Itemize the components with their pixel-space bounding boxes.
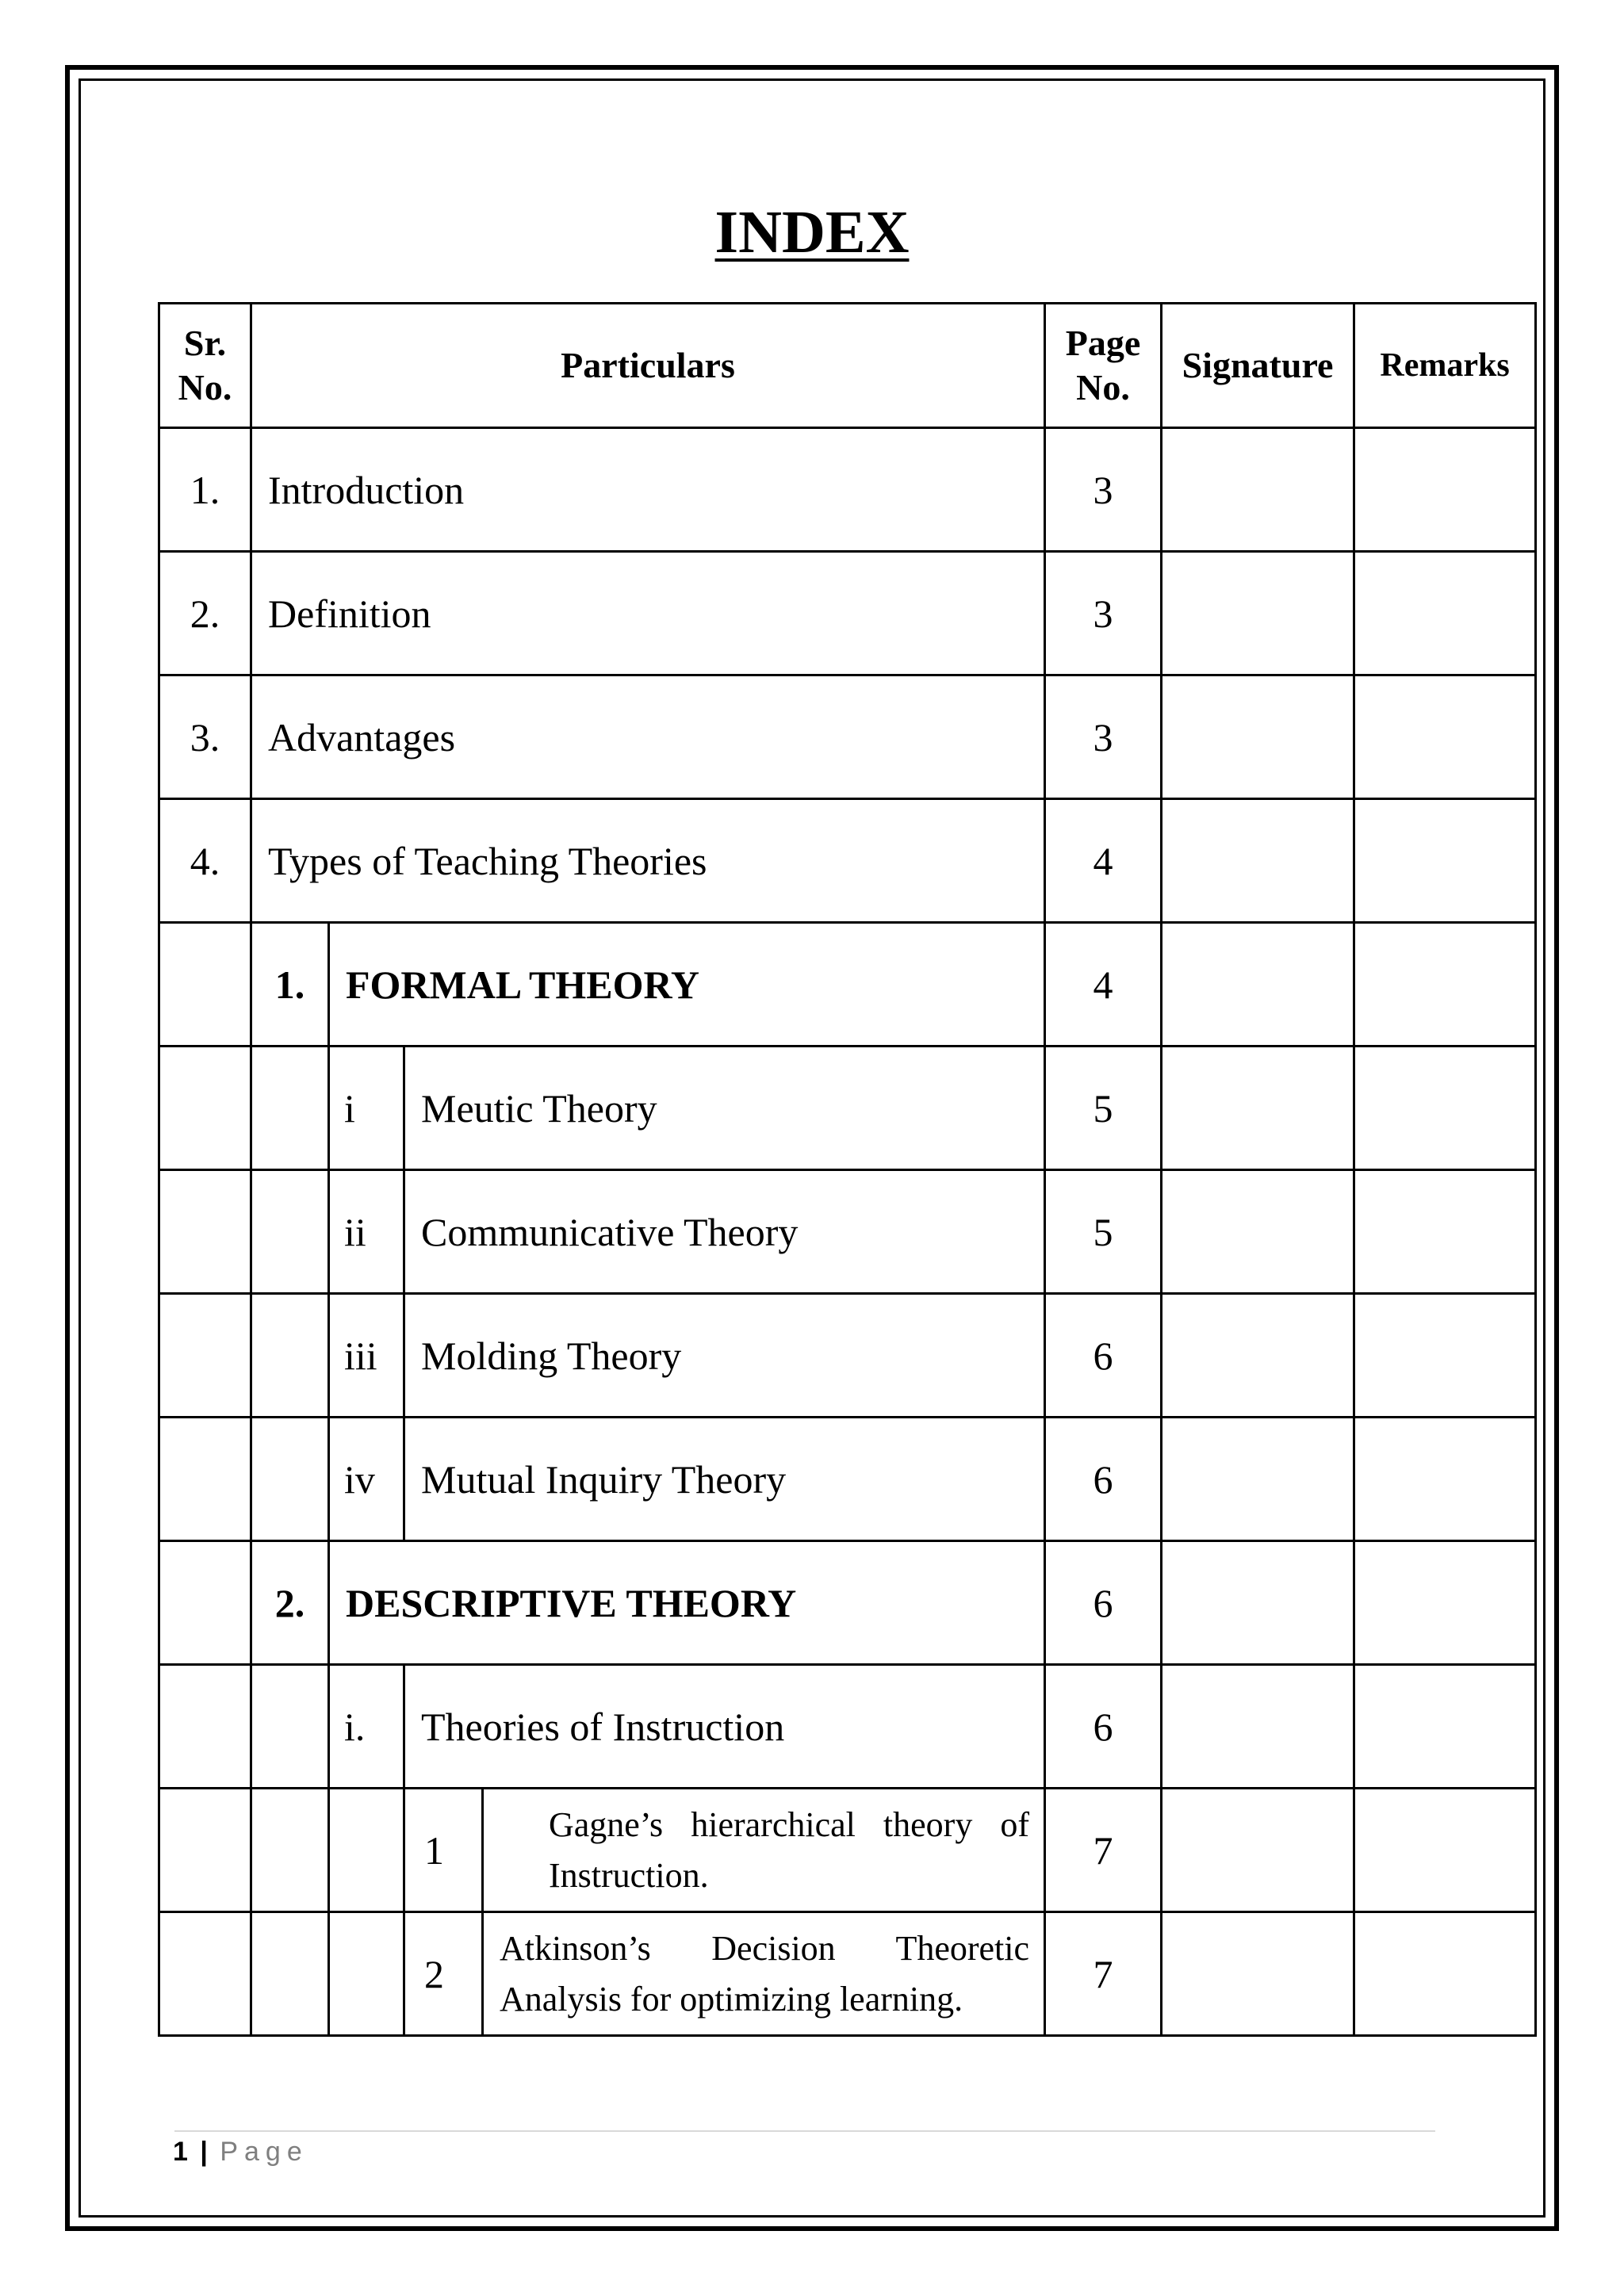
- row-page-no: 4: [1045, 799, 1162, 923]
- row-remarks-cell: [1354, 428, 1536, 552]
- table-row: [159, 1170, 1536, 1294]
- table-row: [159, 675, 1536, 799]
- item-title: Theories of Instruction: [404, 1665, 1045, 1789]
- page-footer: [173, 2134, 308, 2169]
- header-remarks: Remarks: [1354, 304, 1536, 428]
- row-page-no: 3: [1045, 675, 1162, 799]
- subitem-number: 2: [404, 1912, 483, 2036]
- table-row: [159, 1418, 1536, 1541]
- table-row: [159, 552, 1536, 675]
- row-remarks-cell: [1354, 1294, 1536, 1418]
- empty-cell: [251, 1912, 329, 2036]
- item-title: Communicative Theory: [404, 1170, 1045, 1294]
- row-page-no: 4: [1045, 923, 1162, 1047]
- row-signature-cell: [1162, 1912, 1354, 2036]
- row-page-no: 5: [1045, 1047, 1162, 1170]
- table-row: [159, 1789, 1536, 1912]
- empty-cell: [251, 1047, 329, 1170]
- row-particulars: Advantages: [251, 675, 1045, 799]
- row-signature-cell: [1162, 799, 1354, 923]
- row-remarks-cell: [1354, 1170, 1536, 1294]
- row-sr-no: 3.: [159, 675, 251, 799]
- empty-cell: [159, 1912, 251, 2036]
- item-roman-numeral: iv: [329, 1418, 404, 1541]
- page-title: INDEX: [714, 199, 910, 266]
- row-page-no: 7: [1045, 1789, 1162, 1912]
- row-signature-cell: [1162, 675, 1354, 799]
- table-row: [159, 1294, 1536, 1418]
- table-row: [159, 1665, 1536, 1789]
- subitem-title: Gagne’s hierarchical theory of Instruction.: [483, 1789, 1045, 1912]
- row-sr-no: 4.: [159, 799, 251, 923]
- empty-cell: [159, 1170, 251, 1294]
- empty-cell: [159, 1418, 251, 1541]
- row-remarks-cell: [1354, 1665, 1536, 1789]
- row-signature-cell: [1162, 1665, 1354, 1789]
- subitem-number: 1: [404, 1789, 483, 1912]
- empty-cell: [159, 1294, 251, 1418]
- row-remarks-cell: [1354, 675, 1536, 799]
- row-signature-cell: [1162, 1789, 1354, 1912]
- empty-cell: [159, 923, 251, 1047]
- empty-cell: [251, 1294, 329, 1418]
- row-page-no: 6: [1045, 1418, 1162, 1541]
- item-roman-numeral: ii: [329, 1170, 404, 1294]
- item-title: Mutual Inquiry Theory: [404, 1418, 1045, 1541]
- item-roman-numeral: i.: [329, 1665, 404, 1789]
- row-remarks-cell: [1354, 923, 1536, 1047]
- row-page-no: 6: [1045, 1294, 1162, 1418]
- table-row: [159, 799, 1536, 923]
- row-remarks-cell: [1354, 1541, 1536, 1665]
- table-row: [159, 1047, 1536, 1170]
- empty-cell: [251, 1665, 329, 1789]
- index-table: [158, 302, 1537, 2037]
- row-remarks-cell: [1354, 1418, 1536, 1541]
- footer-divider: [174, 2130, 1435, 2132]
- footer-separator: |: [200, 2137, 208, 2167]
- row-signature-cell: [1162, 923, 1354, 1047]
- row-page-no: 7: [1045, 1912, 1162, 2036]
- row-page-no: 3: [1045, 552, 1162, 675]
- section-title: DESCRIPTIVE THEORY: [329, 1541, 1045, 1665]
- empty-cell: [251, 1170, 329, 1294]
- row-signature-cell: [1162, 1294, 1354, 1418]
- row-remarks-cell: [1354, 552, 1536, 675]
- footer-page-number: 1: [173, 2137, 188, 2167]
- row-page-no: 3: [1045, 428, 1162, 552]
- row-remarks-cell: [1354, 1047, 1536, 1170]
- empty-cell: [251, 1789, 329, 1912]
- row-sr-no: 1.: [159, 428, 251, 552]
- footer-page-word: Page: [220, 2137, 308, 2167]
- row-signature-cell: [1162, 1170, 1354, 1294]
- item-title: Molding Theory: [404, 1294, 1045, 1418]
- table-row: [159, 428, 1536, 552]
- row-particulars: Introduction: [251, 428, 1045, 552]
- row-signature-cell: [1162, 1047, 1354, 1170]
- header-page-no: Page No.: [1045, 304, 1162, 428]
- table-header-row: [159, 304, 1536, 428]
- row-sr-no: 2.: [159, 552, 251, 675]
- empty-cell: [329, 1912, 404, 2036]
- subitem-title: Atkinson’s Decision Theoretic Analysis for optimizing learning.: [483, 1912, 1045, 2036]
- empty-cell: [329, 1789, 404, 1912]
- item-roman-numeral: iii: [329, 1294, 404, 1418]
- section-number: 2.: [251, 1541, 329, 1665]
- section-title: FORMAL THEORY: [329, 923, 1045, 1047]
- row-particulars: Definition: [251, 552, 1045, 675]
- row-signature-cell: [1162, 1418, 1354, 1541]
- section-row: [159, 923, 1536, 1047]
- section-row: [159, 1541, 1536, 1665]
- header-particulars: Particulars: [251, 304, 1045, 428]
- empty-cell: [251, 1418, 329, 1541]
- item-roman-numeral: i: [329, 1047, 404, 1170]
- empty-cell: [159, 1047, 251, 1170]
- row-remarks-cell: [1354, 1789, 1536, 1912]
- section-number: 1.: [251, 923, 329, 1047]
- empty-cell: [159, 1541, 251, 1665]
- row-page-no: 5: [1045, 1170, 1162, 1294]
- row-remarks-cell: [1354, 1912, 1536, 2036]
- header-signature: Signature: [1162, 304, 1354, 428]
- row-page-no: 6: [1045, 1541, 1162, 1665]
- header-sr-no: Sr. No.: [159, 304, 251, 428]
- row-page-no: 6: [1045, 1665, 1162, 1789]
- table-row: [159, 1912, 1536, 2036]
- row-particulars: Types of Teaching Theories: [251, 799, 1045, 923]
- empty-cell: [159, 1789, 251, 1912]
- row-signature-cell: [1162, 552, 1354, 675]
- row-remarks-cell: [1354, 799, 1536, 923]
- item-title: Meutic Theory: [404, 1047, 1045, 1170]
- empty-cell: [159, 1665, 251, 1789]
- row-signature-cell: [1162, 428, 1354, 552]
- row-signature-cell: [1162, 1541, 1354, 1665]
